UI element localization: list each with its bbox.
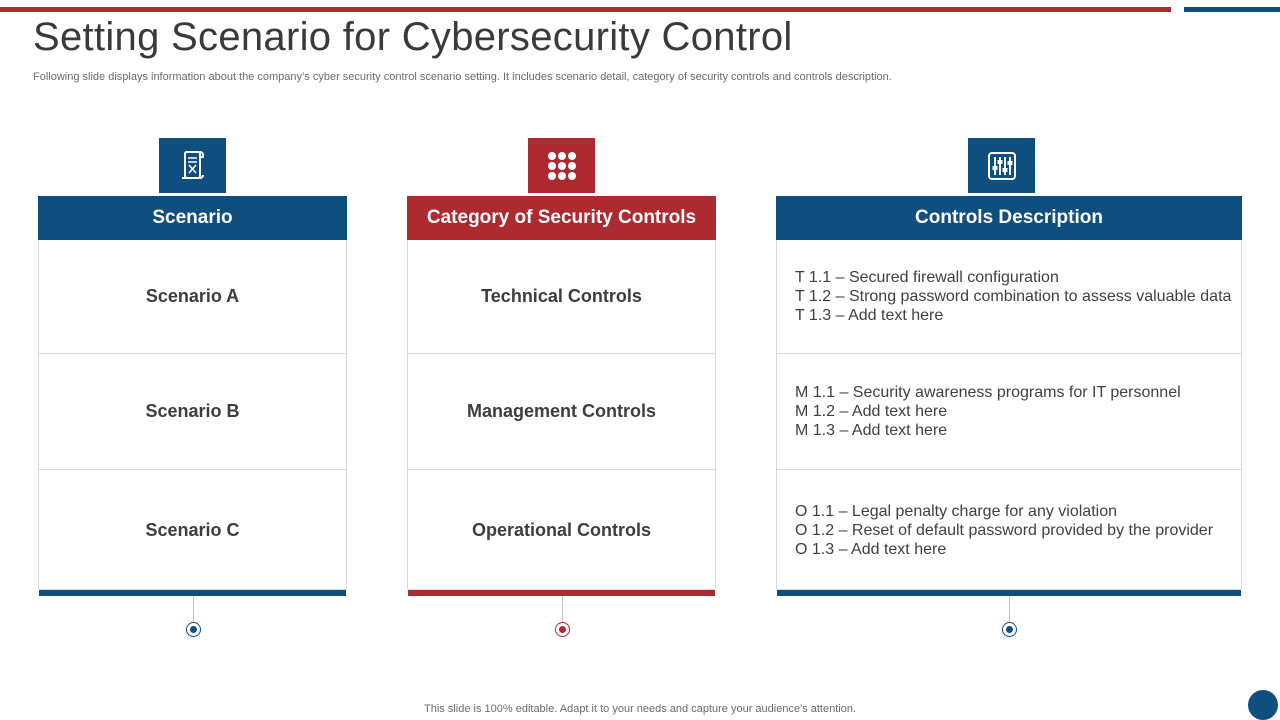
connector-dot [1002, 622, 1017, 637]
description-line: T 1.2 – Strong password combination to assess valuable data [795, 288, 1232, 305]
footer-note: This slide is 100% editable. Adapt it to your needs and capture your audience's attention. [424, 703, 856, 715]
top-accent-bar-red [0, 7, 1171, 12]
operational-description-cell [777, 470, 1241, 590]
top-accent-bar-blue [1184, 7, 1280, 12]
technical-description-cell [777, 240, 1241, 354]
connector-stem [193, 596, 194, 622]
description-line: T 1.3 – Add text here [795, 307, 944, 324]
description-line: O 1.3 – Add text here [795, 540, 947, 558]
operational-controls-cell: Operational Controls [471, 519, 651, 540]
description-line: T 1.1 – Secured firewall configuration [795, 269, 1059, 286]
management-description-cell [777, 354, 1241, 470]
scenario-header: Scenario [38, 196, 347, 240]
scenario-b-cell: Scenario B [39, 354, 346, 470]
technical-controls-cell: Technical Controls [408, 240, 715, 354]
description-header: Controls Description [776, 196, 1242, 240]
scenario-rows [38, 240, 347, 590]
scenario-c-cell: Scenario C [145, 519, 240, 540]
scenario-a-cell: Scenario A [39, 240, 346, 354]
category-header: Category of Security Controls [407, 196, 716, 240]
corner-decoration [1248, 690, 1278, 720]
description-line: O 1.1 – Legal penalty charge for any violation [795, 502, 1117, 520]
management-controls-cell: Management Controls [408, 354, 715, 470]
connector-stem [562, 596, 563, 622]
description-line: M 1.2 – Add text here [795, 403, 948, 420]
category-rows [407, 240, 716, 590]
page-title: Setting Scenario for Cybersecurity Control [33, 15, 793, 59]
description-line: M 1.3 – Add text here [795, 422, 948, 439]
description-line: M 1.1 – Security awareness programs for IT personnel [795, 384, 1181, 401]
page-subtitle: Following slide displays information about the company’s cyber security control scenario setting. It includes scenario detail, category of security controls and controls description. [33, 71, 892, 83]
connector-dot [555, 622, 570, 637]
connector-dot [186, 622, 201, 637]
description-rows [776, 240, 1242, 590]
grid-dots-icon [528, 138, 595, 193]
connector-stem [1009, 596, 1010, 622]
description-line: O 1.2 – Reset of default password provided by the provider [795, 521, 1214, 539]
scroll-icon [159, 138, 226, 193]
sliders-icon [968, 138, 1035, 193]
